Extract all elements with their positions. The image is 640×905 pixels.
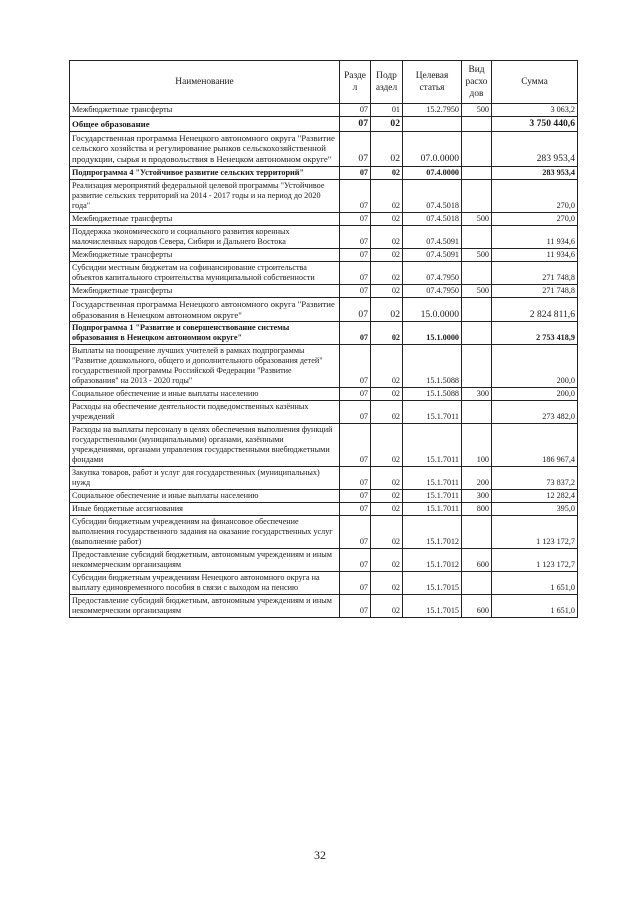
- table-row: [70, 297, 578, 321]
- budget-table: [69, 60, 578, 618]
- row-section: 07: [340, 424, 371, 467]
- header-subsection: Подр аздел: [371, 61, 403, 104]
- table-row: [70, 104, 578, 117]
- row-subsection: 02: [371, 467, 403, 490]
- row-section: 07: [340, 467, 371, 490]
- header-expense-type: Вид расхо дов: [462, 61, 492, 104]
- row-type: [462, 297, 492, 321]
- row-target: 07.4.7950: [403, 261, 462, 284]
- table-row: [70, 117, 578, 132]
- table-row: [70, 467, 578, 490]
- row-target: 07.4.5018: [403, 212, 462, 225]
- row-section: 07: [340, 401, 371, 424]
- row-amount: 73 837,2: [492, 467, 578, 490]
- row-amount: 1 123 172,7: [492, 516, 578, 549]
- row-amount: 271 748,8: [492, 284, 578, 297]
- row-section: 07: [340, 131, 371, 166]
- page-number: 32: [314, 848, 326, 862]
- row-amount: 11 934,6: [492, 248, 578, 261]
- row-target: 15.1.5088: [403, 345, 462, 388]
- row-subsection: 02: [371, 225, 403, 248]
- table-row: [70, 166, 578, 179]
- row-target: 15.1.7012: [403, 516, 462, 549]
- table-row: [70, 549, 578, 572]
- row-section: 07: [340, 117, 371, 132]
- row-type: [462, 131, 492, 166]
- row-type: [462, 516, 492, 549]
- row-type: [462, 117, 492, 132]
- row-section: 07: [340, 212, 371, 225]
- row-subsection: 02: [371, 248, 403, 261]
- row-amount: 200,0: [492, 345, 578, 388]
- row-amount: 2 824 811,6: [492, 297, 578, 321]
- row-name: Расходы на выплаты персоналу в целях обеспечения выполнения функций государственными (муниципальными) органами, казёнными учреждениями, органами управления государственными внебюджетными фондами: [70, 424, 340, 467]
- row-subsection: 02: [371, 388, 403, 401]
- table-row: [70, 225, 578, 248]
- row-amount: 1 651,0: [492, 595, 578, 618]
- row-section: 07: [340, 388, 371, 401]
- table-row: [70, 179, 578, 212]
- table-row: [70, 490, 578, 503]
- row-name: Иные бюджетные ассигнования: [70, 503, 340, 516]
- row-amount: 283 953,4: [492, 166, 578, 179]
- row-subsection: 02: [371, 516, 403, 549]
- row-name: Социальное обеспечение и иные выплаты населению: [70, 490, 340, 503]
- row-name: Подпрограмма 4 "Устойчивое развитие сельских территорий": [70, 166, 340, 179]
- row-name: Расходы на обеспечение деятельности подведомственных казённых учреждений: [70, 401, 340, 424]
- row-target: 15.1.7011: [403, 401, 462, 424]
- row-section: 07: [340, 572, 371, 595]
- table-row: [70, 345, 578, 388]
- row-type: 300: [462, 490, 492, 503]
- row-target: 15.1.7015: [403, 572, 462, 595]
- row-section: 07: [340, 284, 371, 297]
- row-section: 07: [340, 490, 371, 503]
- row-target: 15.1.7011: [403, 467, 462, 490]
- table-row: [70, 503, 578, 516]
- row-amount: 271 748,8: [492, 261, 578, 284]
- row-type: 800: [462, 503, 492, 516]
- row-target: 07.4.0000: [403, 166, 462, 179]
- table-row: [70, 516, 578, 549]
- row-amount: 270,0: [492, 179, 578, 212]
- row-type: 200: [462, 467, 492, 490]
- row-amount: 200,0: [492, 388, 578, 401]
- row-type: [462, 345, 492, 388]
- row-name: Реализация мероприятий федеральной целевой программы "Устойчивое развитие сельских территорий на 2014 - 2017 годы и на период до 2020 года": [70, 179, 340, 212]
- row-section: 07: [340, 179, 371, 212]
- row-section: 07: [340, 516, 371, 549]
- row-amount: 2 753 418,9: [492, 322, 578, 345]
- row-amount: 3 750 440,6: [492, 117, 578, 132]
- table-row: [70, 212, 578, 225]
- row-subsection: 02: [371, 297, 403, 321]
- row-subsection: 02: [371, 490, 403, 503]
- row-section: 07: [340, 345, 371, 388]
- row-name: Закупка товаров, работ и услуг для государственных (муниципальных) нужд: [70, 467, 340, 490]
- row-name: Межбюджетные трансферты: [70, 284, 340, 297]
- row-name: Поддержка экономического и социального развития коренных малочисленных народов Севера, Сибири и Дальнего Востока: [70, 225, 340, 248]
- row-target: 15.1.7011: [403, 490, 462, 503]
- header-name: Наименование: [70, 61, 340, 104]
- header-amount: Сумма: [492, 61, 578, 104]
- row-subsection: 02: [371, 595, 403, 618]
- table-row: [70, 595, 578, 618]
- table-row: [70, 572, 578, 595]
- row-name: Субсидии бюджетным учреждениям на финансовое обеспечение выполнения государственного задания на оказание государственных услуг (выполнение работ): [70, 516, 340, 549]
- table-row: [70, 424, 578, 467]
- row-section: 07: [340, 549, 371, 572]
- header-target: Целевая статья: [403, 61, 462, 104]
- row-name: Предоставление субсидий бюджетным, автономным учреждениям и иным некоммерческим организациям: [70, 595, 340, 618]
- row-amount: 395,0: [492, 503, 578, 516]
- row-type: 100: [462, 424, 492, 467]
- row-type: 300: [462, 388, 492, 401]
- row-target: 07.4.7950: [403, 284, 462, 297]
- row-type: [462, 401, 492, 424]
- row-subsection: 02: [371, 322, 403, 345]
- row-target: 07.4.5018: [403, 179, 462, 212]
- row-type: 500: [462, 104, 492, 117]
- row-target: 15.1.7011: [403, 424, 462, 467]
- row-section: 07: [340, 297, 371, 321]
- row-subsection: 02: [371, 345, 403, 388]
- row-section: 07: [340, 225, 371, 248]
- row-type: [462, 572, 492, 595]
- row-subsection: 01: [371, 104, 403, 117]
- row-subsection: 02: [371, 401, 403, 424]
- row-name: Государственная программа Ненецкого автономного округа "Развитие образования в Ненецком автономном округе": [70, 297, 340, 321]
- row-amount: 1 123 172,7: [492, 549, 578, 572]
- row-target: 07.4.5091: [403, 248, 462, 261]
- row-name: Социальное обеспечение и иные выплаты населению: [70, 388, 340, 401]
- row-subsection: 02: [371, 131, 403, 166]
- row-name: Общее образование: [70, 117, 340, 132]
- row-name: Подпрограмма 1 "Развитие и совершенствование системы образования в Ненецком автономном округе": [70, 322, 340, 345]
- row-subsection: 02: [371, 503, 403, 516]
- row-target: 15.1.5088: [403, 388, 462, 401]
- row-subsection: 02: [371, 261, 403, 284]
- row-subsection: 02: [371, 572, 403, 595]
- row-name: Межбюджетные трансферты: [70, 104, 340, 117]
- row-type: 500: [462, 248, 492, 261]
- row-subsection: 02: [371, 284, 403, 297]
- row-type: 500: [462, 212, 492, 225]
- table-row: [70, 131, 578, 166]
- row-target: [403, 117, 462, 132]
- row-section: 07: [340, 503, 371, 516]
- row-section: 07: [340, 595, 371, 618]
- row-section: 07: [340, 166, 371, 179]
- row-type: [462, 261, 492, 284]
- row-name: Субсидии местным бюджетам на софинансирование строительства объектов капитального строительства муниципальной собственности: [70, 261, 340, 284]
- row-name: Межбюджетные трансферты: [70, 212, 340, 225]
- row-amount: 11 934,6: [492, 225, 578, 248]
- row-name: Субсидии бюджетным учреждениям Ненецкого автономного округа на выплату единовременного пособия в связи с выходом на пенсию: [70, 572, 340, 595]
- header-section: Разде л: [340, 61, 371, 104]
- row-type: [462, 322, 492, 345]
- row-name: Государственная программа Ненецкого автономного округа "Развитие сельского хозяйства и регулирование рынков сельскохозяйственной продукции, сырья и продовольствия в Ненецком автономном округе": [70, 131, 340, 166]
- row-amount: 186 967,4: [492, 424, 578, 467]
- row-target: 15.1.7012: [403, 549, 462, 572]
- row-type: 600: [462, 549, 492, 572]
- table-row: [70, 284, 578, 297]
- table-row: [70, 248, 578, 261]
- row-type: [462, 179, 492, 212]
- row-subsection: 02: [371, 212, 403, 225]
- row-target: 07.0.0000: [403, 131, 462, 166]
- row-subsection: 02: [371, 179, 403, 212]
- row-subsection: 02: [371, 549, 403, 572]
- row-amount: 1 651,0: [492, 572, 578, 595]
- row-amount: 270,0: [492, 212, 578, 225]
- row-section: 07: [340, 322, 371, 345]
- row-target: 15.1.0000: [403, 322, 462, 345]
- row-subsection: 02: [371, 166, 403, 179]
- row-name: Предоставление субсидий бюджетным, автономным учреждениям и иным некоммерческим организациям: [70, 549, 340, 572]
- row-target: 15.1.7011: [403, 503, 462, 516]
- row-type: 600: [462, 595, 492, 618]
- table-row: [70, 388, 578, 401]
- table-header-row: [70, 61, 578, 104]
- row-target: 07.4.5091: [403, 225, 462, 248]
- row-subsection: 02: [371, 117, 403, 132]
- row-amount: 283 953,4: [492, 131, 578, 166]
- row-amount: 3 063,2: [492, 104, 578, 117]
- row-section: 07: [340, 261, 371, 284]
- row-amount: 273 482,0: [492, 401, 578, 424]
- row-amount: 12 282,4: [492, 490, 578, 503]
- row-target: 15.1.7015: [403, 595, 462, 618]
- row-type: [462, 166, 492, 179]
- row-target: 15.2.7950: [403, 104, 462, 117]
- row-section: 07: [340, 104, 371, 117]
- row-type: 500: [462, 284, 492, 297]
- table-row: [70, 322, 578, 345]
- row-target: 15.0.0000: [403, 297, 462, 321]
- table-row: [70, 261, 578, 284]
- row-name: Межбюджетные трансферты: [70, 248, 340, 261]
- row-section: 07: [340, 248, 371, 261]
- row-subsection: 02: [371, 424, 403, 467]
- table-row: [70, 401, 578, 424]
- row-name: Выплаты на поощрение лучших учителей в рамках подпрограммы "Развитие дошкольного, общего и дополнительного образования детей" государственной программы Российской Федерации "Развитие образования" на 2013 - 2020 годы": [70, 345, 340, 388]
- row-type: [462, 225, 492, 248]
